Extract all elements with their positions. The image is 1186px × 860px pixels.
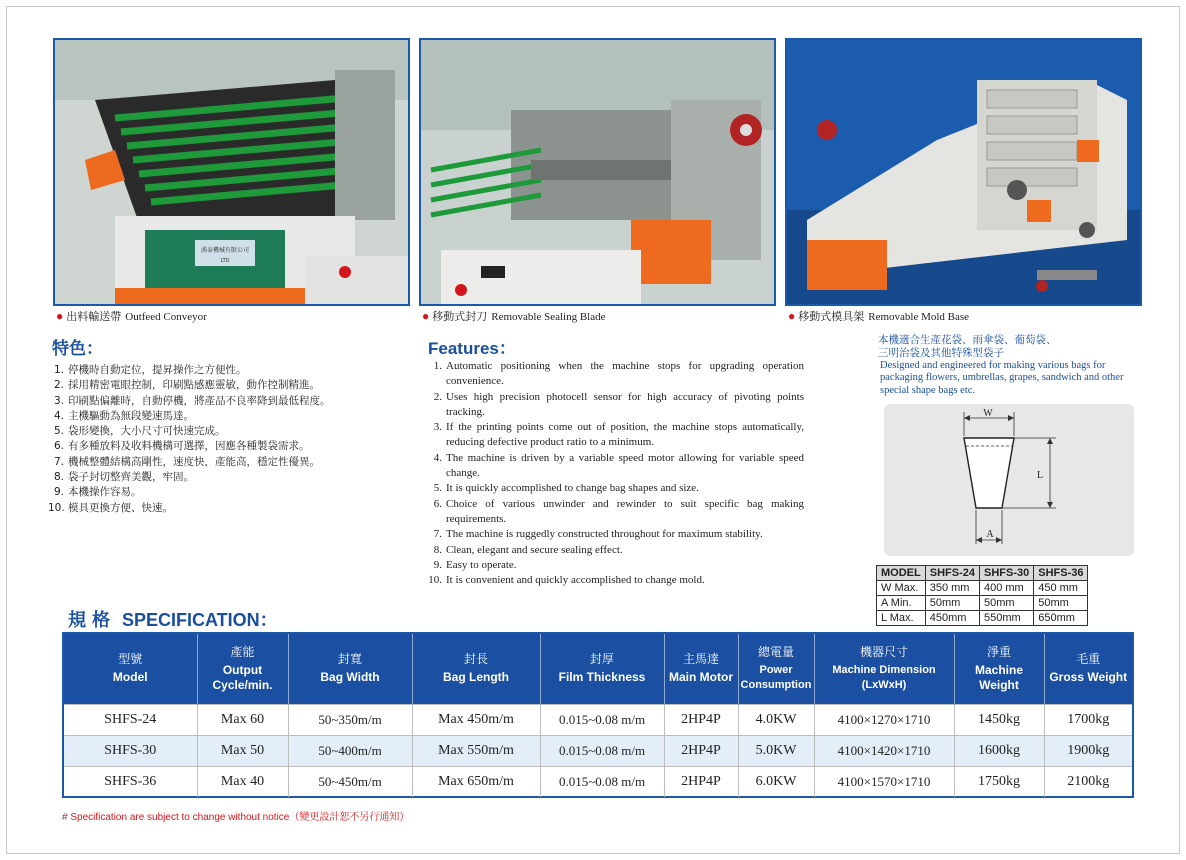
- features-zh-title: 特色：: [52, 339, 103, 359]
- header-power: 總電量 Power Consumption: [738, 634, 814, 704]
- table-cell: A Min.: [877, 596, 926, 611]
- table-row: [64, 735, 1132, 766]
- list-item: 6. 有多種放料及收料機構可選擇，因應各種製袋需求。: [53, 440, 310, 453]
- table-cell: 0.015~0.08 m/m: [540, 735, 664, 766]
- list-item: 4. The machine is driven by a variable speed motor allowing for variable speed change.: [433, 451, 804, 480]
- table-row: [877, 596, 1088, 611]
- photo-removable-sealing-blade: [419, 38, 776, 306]
- caption-removable-sealing-blade: ● 移動式封刀 Removable Sealing Blade: [422, 309, 606, 323]
- list-item: 3. 印刷點偏離時，自動停機，將產品不良率降到最低程度。: [53, 394, 331, 407]
- list-item: 6. Choice of various unwinder and rewinder to suit specific bag making requirements.: [433, 497, 804, 525]
- screen-text: LTD: [220, 258, 230, 264]
- photo-removable-mold-base: [785, 38, 1142, 306]
- table-cell: 2HP4P: [664, 766, 738, 797]
- spec-table-wrap: [62, 632, 1134, 798]
- table-cell: 2HP4P: [664, 704, 738, 735]
- list-item: 5. 袋形變換，大小尺寸可快速完成。: [53, 425, 226, 438]
- list-item: 8. 袋子封切整齊美觀，牢固。: [53, 471, 194, 484]
- table-cell: 4100×1570×1710: [814, 766, 954, 797]
- table-cell: W Max.: [877, 581, 926, 596]
- caption-removable-mold-base: ● 移動式模具架 Removable Mold Base: [788, 309, 970, 323]
- spec-disclaimer-en: # Specification are subject to change without notice: [62, 812, 290, 823]
- list-item: 1. Automatic positioning when the machine stops for upgrading operation convenience.: [433, 360, 804, 388]
- list-item: 10. It is convenient and quickly accomplished to change mold.: [428, 574, 705, 587]
- caption-outfeed-conveyor: ● 出料輸送帶 Outfeed Conveyor: [56, 309, 207, 323]
- table-header-row: [64, 634, 1132, 704]
- table-cell: 450 mm: [1034, 581, 1088, 596]
- table-cell: 50~450m/m: [288, 766, 412, 797]
- table-cell: 50mm: [1034, 596, 1088, 611]
- bag-description-zh-line2: 三明治袋及其他特殊型袋子: [878, 347, 1004, 359]
- bag-description-en: Designed and engineered for making various bags for packaging flowers, umbrellas, grapes, sandwich and other special shape bags etc.: [880, 360, 1124, 396]
- table-cell: SHFS-24: [64, 704, 197, 735]
- spec-title: [68, 606, 278, 632]
- table-cell: 2100kg: [1044, 766, 1132, 797]
- table-cell: SHFS-36: [64, 766, 197, 797]
- bag-description-zh-line1: 本機適合生產花袋、雨傘袋、葡萄袋、: [878, 334, 1057, 346]
- list-item: 10. 模具更換方便、快速。: [48, 501, 173, 514]
- header-bag-width: 封寬 Bag Width: [288, 634, 412, 704]
- table-cell: 1750kg: [954, 766, 1044, 797]
- spec-title-zh: 規格: [68, 610, 116, 631]
- list-item: 2. Uses high precision photocell sensor for high accuracy of pivoting points tracking.: [433, 390, 804, 418]
- table-row: [64, 704, 1132, 735]
- table-cell: 1450kg: [954, 704, 1044, 735]
- bag-description-zh: [878, 334, 1057, 360]
- header-film-thickness: 封厚 Film Thickness: [540, 634, 664, 704]
- bag-shape-diagram: [884, 404, 1134, 556]
- list-item: 7. 機械整體結構高剛性，速度快，產能高，穩定性優異。: [53, 455, 320, 468]
- spec-table: [64, 634, 1132, 797]
- table-cell: 2HP4P: [664, 735, 738, 766]
- table-cell: 50~350m/m: [288, 704, 412, 735]
- header-output: 產能 Output Cycle/min.: [197, 634, 288, 704]
- table-cell: 4100×1270×1710: [814, 704, 954, 735]
- table-cell: 4100×1420×1710: [814, 735, 954, 766]
- header-main-motor: 主馬達 Main Motor: [664, 634, 738, 704]
- table-cell: 350 mm: [925, 581, 979, 596]
- table-cell: Max 60: [197, 704, 288, 735]
- table-cell: 450mm: [925, 611, 979, 626]
- table-cell: L Max.: [877, 611, 926, 626]
- table-row: [877, 611, 1088, 626]
- photo-outfeed-conveyor: [53, 38, 410, 306]
- table-row: [877, 581, 1088, 596]
- list-item: 7. The machine is ruggedly constructed throughout for maximum stability.: [433, 528, 763, 541]
- table-cell: 50mm: [925, 596, 979, 611]
- table-cell: Max 40: [197, 766, 288, 797]
- table-row: [64, 766, 1132, 797]
- header-model: 型號 Model: [64, 634, 197, 704]
- list-item: 4. 主機驅動為無段變速馬達。: [53, 409, 194, 422]
- spec-disclaimer: [62, 808, 409, 823]
- table-cell: Max 50: [197, 735, 288, 766]
- table-header-row: [877, 566, 1088, 581]
- table-cell: 0.015~0.08 m/m: [540, 766, 664, 797]
- table-cell: Max 450m/m: [412, 704, 540, 735]
- table-header-cell: SHFS-36: [1034, 566, 1088, 581]
- table-header-cell: SHFS-30: [979, 566, 1033, 581]
- list-item: 5. It is quickly accomplished to change bag shapes and size.: [433, 482, 699, 495]
- table-cell: 50~400m/m: [288, 735, 412, 766]
- table-cell: 550mm: [979, 611, 1033, 626]
- features-en-list: [424, 359, 804, 588]
- table-cell: 1600kg: [954, 735, 1044, 766]
- list-item: 1. 停機時自動定位，提昇操作之方便性。: [53, 364, 247, 376]
- table-cell: 5.0KW: [738, 735, 814, 766]
- table-cell: SHFS-30: [64, 735, 197, 766]
- dim-w-label: W: [983, 408, 993, 419]
- features-zh-list: [48, 363, 418, 516]
- table-cell: 0.015~0.08 m/m: [540, 704, 664, 735]
- spec-title-en: SPECIFICATION：: [122, 610, 278, 630]
- header-bag-length: 封長 Bag Length: [412, 634, 540, 704]
- list-item: 8. Clean, elegant and secure sealing effect.: [433, 543, 623, 556]
- dim-a-label: A: [986, 529, 994, 540]
- list-item: 2. 採用精密電眼控制，印刷點感應靈敏，動作控制精進。: [53, 379, 320, 392]
- features-en-title: Features：: [428, 339, 516, 358]
- screen-label: 湧泰機械有限公司: [200, 247, 250, 254]
- table-cell: 1900kg: [1044, 735, 1132, 766]
- table-cell: 4.0KW: [738, 704, 814, 735]
- header-gross-weight: 毛重 Gross Weight: [1044, 634, 1132, 704]
- header-dimension: 機器尺寸 Machine Dimension (LxWxH): [814, 634, 954, 704]
- list-item: 9. Easy to operate.: [433, 558, 517, 571]
- table-cell: 400 mm: [979, 581, 1033, 596]
- table-cell: 650mm: [1034, 611, 1088, 626]
- table-header-cell: MODEL: [877, 566, 926, 581]
- table-cell: Max 550m/m: [412, 735, 540, 766]
- table-header-cell: SHFS-24: [925, 566, 979, 581]
- header-machine-weight: 淨重 Machine Weight: [954, 634, 1044, 704]
- table-cell: 6.0KW: [738, 766, 814, 797]
- bag-size-table: [876, 565, 1088, 626]
- table-cell: Max 650m/m: [412, 766, 540, 797]
- spec-disclaimer-zh: （變更設計恕不另行通知）: [289, 812, 410, 823]
- list-item: 3. If the printing points come out of position, the machine stops automatically, reducing defective product ratio to a minimum.: [433, 421, 804, 449]
- dim-l-label: L: [1036, 470, 1044, 481]
- table-cell: 50mm: [979, 596, 1033, 611]
- list-item: 9. 本機操作容易。: [53, 486, 142, 499]
- table-cell: 1700kg: [1044, 704, 1132, 735]
